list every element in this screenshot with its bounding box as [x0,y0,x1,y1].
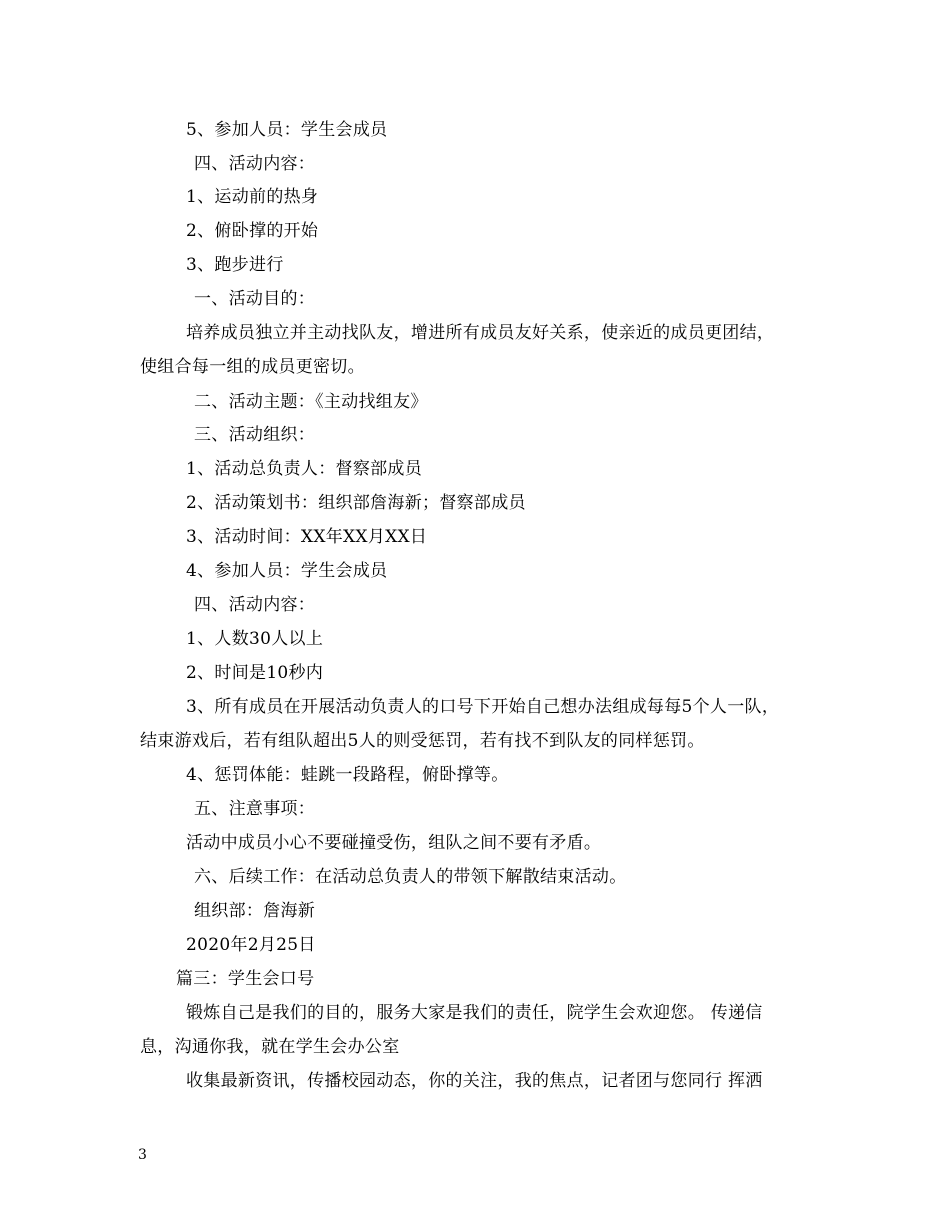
paragraph-line: 锻炼自己是我们的目的，服务大家是我们的责任，院学生会欢迎您。 传递信 [186,1003,763,1023]
section-heading: 五、注意事项： [194,799,316,819]
chapter-heading: 篇三：学生会口号 [176,969,315,989]
page-number: 3 [138,1147,147,1163]
text-line: 3、跑步进行 [186,255,284,275]
signature-line: 组织部：詹海新 [194,901,316,921]
section-heading: 四、活动内容： [194,595,316,615]
section-heading: 六、后续工作：在活动总负责人的带领下解散结束活动。 [194,867,627,887]
paragraph-line: 息，沟通你我，就在学生会办公室 [140,1037,400,1057]
date-line: 2020年2月25日 [186,935,316,955]
section-heading: 四、活动内容： [194,154,316,174]
section-heading: 二、活动主题：《主动找组友》 [194,392,428,412]
text-line: 2、活动策划书：组织部詹海新；督察部成员 [186,493,526,513]
paragraph-line: 3、所有成员在开展活动负责人的口号下开始自己想办法组成每每5个人一队， [186,697,780,717]
text-line: 2、时间是10秒内 [186,663,324,683]
text-line: 5、参加人员：学生会成员 [186,120,388,140]
section-heading: 一、活动目的： [194,289,316,309]
text-line: 4、惩罚体能：蛙跳一段路程，俯卧撑等。 [186,765,509,785]
paragraph-line: 使组合每一组的成员更密切。 [140,357,365,377]
text-line: 1、人数30人以上 [186,629,324,649]
paragraph-line: 收集最新资讯，传播校园动态，你的关注，我的焦点，记者团与您同行 挥洒 [186,1071,763,1091]
text-line: 活动中成员小心不要碰撞受伤，组队之间不要有矛盾。 [186,833,602,853]
paragraph-line: 结束游戏后，若有组队超出5人的则受惩罚，若有找不到队友的同样惩罚。 [140,731,705,751]
text-line: 3、活动时间：XX年XX月XX日 [186,527,428,547]
text-line: 4、参加人员：学生会成员 [186,561,388,581]
text-line: 2、俯卧撑的开始 [186,221,319,241]
text-line: 1、活动总负责人：督察部成员 [186,459,423,479]
paragraph-line: 培养成员独立并主动找队友，增进所有成员友好关系，使亲近的成员更团结， [186,323,775,343]
text-line: 1、运动前的热身 [186,187,319,207]
section-heading: 三、活动组织： [194,425,316,445]
